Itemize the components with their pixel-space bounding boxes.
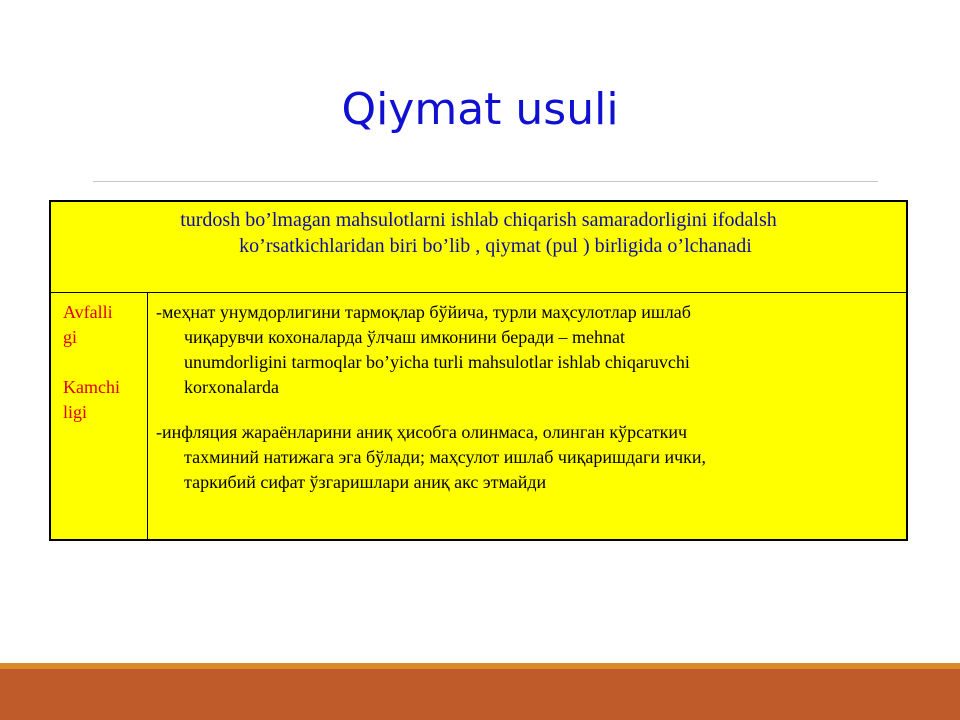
advantage-line-2: чиқарувчи кохоналарда ўлчаш имконини беради – mehnat	[184, 327, 625, 347]
definition-cell	[51, 202, 906, 293]
advantage-line-1: -меҳнат унумдорлигини тармоқлар бўйича, турли маҳсулотлар ишлаб	[156, 302, 691, 322]
advantage-label-part-2: gi	[63, 327, 78, 347]
footer-bar	[0, 669, 960, 720]
advantage-line-4: korxonalarda	[184, 377, 279, 397]
definition-line-1: turdosh bo’lmagan mahsulotlarni ishlab chiqarish samaradorligini ifodalsh	[180, 209, 777, 231]
definition-table	[49, 200, 908, 541]
label-cell	[51, 293, 148, 539]
slide-title: Qiymat usuli	[341, 84, 619, 135]
definition-line-2: ko’rsatkichlaridan biri bo’lib , qiymat (pul ) birligida o’lchanadi	[239, 235, 752, 257]
drawback-line-1: -инфляция жараёнларини аниқ ҳисобга олинмаса, олинган кўрсаткич	[156, 422, 688, 442]
content-cell	[148, 293, 906, 539]
drawback-line-2: тахминий натижага эга бўлади; маҳсулот ишлаб чиқаришдаги ички,	[184, 447, 707, 467]
title-divider	[93, 181, 878, 182]
drawback-label-part-2: ligi	[63, 402, 88, 422]
advantage-label-part-1: Avfalli	[63, 302, 113, 322]
drawback-label-part-1: Kamchi	[63, 377, 120, 397]
drawback-line-3: таркибий сифат ўзгаришлари аниқ акс этмайди	[184, 472, 547, 492]
paragraph-spacer	[156, 400, 896, 420]
advantage-line-3: unumdorligini tarmoqlar bo’yicha turli mahsulotlar ishlab chiqaruvchi	[184, 352, 690, 372]
label-spacer	[63, 350, 147, 375]
